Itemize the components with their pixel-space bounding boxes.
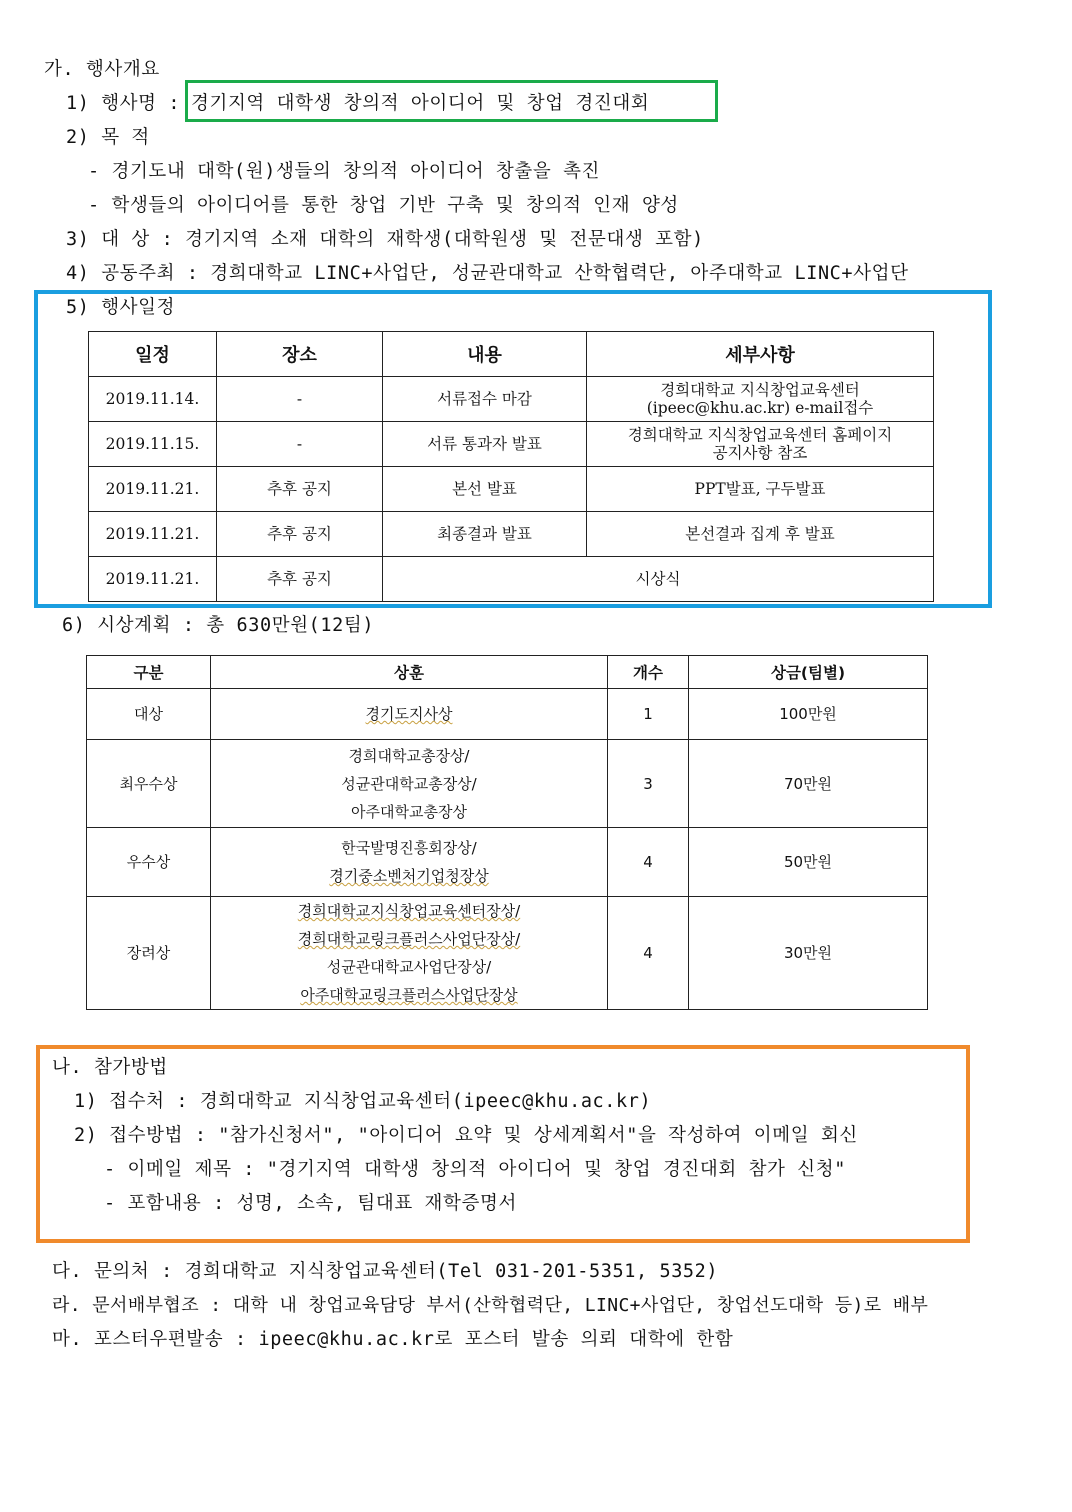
date-cell: 2019.11.14.	[89, 377, 217, 422]
place-cell: 추후 공지	[217, 467, 383, 512]
header-category: 구분	[87, 656, 211, 689]
content-cell: 본선 발표	[383, 467, 587, 512]
purpose-bullet-2: - 학생들의 아이디어를 통한 창업 기반 구축 및 창의적 인재 양성	[88, 195, 679, 216]
event-name-label: 1) 행사명 :	[66, 93, 181, 114]
event-name-highlight-box	[185, 80, 718, 122]
prize-cell: 70만원	[689, 740, 928, 828]
header-prize: 상금(팀별)	[689, 656, 928, 689]
purpose-bullet-1: - 경기도내 대학(원)생들의 창의적 아이디어 창출을 촉진	[88, 161, 601, 182]
award-cell	[211, 740, 608, 828]
category-cell: 최우수상	[87, 740, 211, 828]
contents-line: - 포함내용 : 성명, 소속, 팀대표 재학증명서	[104, 1193, 517, 1214]
cohost-line: 4) 공동주최 : 경희대학교 LINC+사업단, 성균관대학교 산학협력단, 아주대학교 LINC+사업단	[66, 263, 909, 284]
count-cell: 1	[608, 689, 689, 740]
award-line: 경희대학교지식창업교육센터장상/	[297, 902, 521, 920]
award-cell	[211, 828, 608, 897]
table-row	[87, 897, 928, 1010]
header-place: 장소	[217, 332, 383, 377]
header-count: 개수	[608, 656, 689, 689]
email-subject-line: - 이메일 제목 : "경기지역 대학생 창의적 아이디어 및 창업 경진대회 참가 신청"	[104, 1159, 846, 1180]
detail-cell	[587, 377, 934, 422]
award-plan-line: 6) 시상계획 : 총 630만원(12팀)	[62, 615, 375, 636]
contact-line: 다. 문의처 : 경희대학교 지식창업교육센터(Tel 031-201-5351, 5352)	[52, 1261, 719, 1282]
schedule-table	[88, 331, 934, 602]
detail-line: 경희대학교 지식창업교육센터 홈페이지	[627, 426, 893, 444]
award-line: 경희대학교총장상/	[348, 746, 470, 765]
prize-cell: 30만원	[689, 897, 928, 1010]
table-row	[87, 828, 928, 897]
category-cell: 장려상	[87, 897, 211, 1010]
place-cell: 추후 공지	[217, 512, 383, 557]
award-line: 성균관대학교사업단장상/	[326, 958, 492, 976]
distribution-line: 라. 문서배부협조 : 대학 내 창업교육담당 부서(산학협력단, LINC+사업단, 창업선도대학 등)로 배부	[52, 1295, 929, 1316]
count-cell: 4	[608, 897, 689, 1010]
header-detail: 세부사항	[587, 332, 934, 377]
award-cell	[211, 689, 608, 740]
method-line: 2) 접수방법 : "참가신청서", "아이디어 요약 및 상세계획서"을 작성하여 이메일 회신	[74, 1125, 858, 1146]
detail-cell	[587, 422, 934, 467]
award-line: 아주대학교링크플러스사업단장상	[300, 986, 518, 1004]
target-line: 3) 대 상 : 경기지역 소재 대학의 재학생(대학원생 및 전문대생 포함)	[66, 229, 704, 250]
content-cell: 서류접수 마감	[383, 377, 587, 422]
place-cell: 추후 공지	[217, 557, 383, 602]
award-line: 성균관대학교총장상/	[341, 774, 477, 793]
place-cell: -	[217, 422, 383, 467]
award-line: 경기중소벤처기업청장상	[329, 867, 489, 885]
table-row	[89, 422, 934, 467]
event-name-value: 경기지역 대학생 창의적 아이디어 및 창업 경진대회	[191, 93, 650, 114]
section-na-heading: 나. 참가방법	[52, 1057, 168, 1078]
detail-line: (ipeec@khu.ac.kr) e-mail접수	[646, 399, 874, 417]
prize-cell: 50만원	[689, 828, 928, 897]
prize-cell: 100만원	[689, 689, 928, 740]
award-cell	[211, 897, 608, 1010]
date-cell: 2019.11.21.	[89, 557, 217, 602]
poster-line: 마. 포스터우편발송 : ipeec@khu.ac.kr로 포스터 발송 의뢰 대학에 한함	[52, 1329, 734, 1350]
award-line: 경기도지사상	[365, 705, 453, 723]
table-row	[89, 467, 934, 512]
section-ga-heading: 가. 행사개요	[44, 59, 160, 80]
detail-line: 경희대학교 지식창업교육센터	[660, 381, 860, 399]
detail-line: 공지사항 참조	[712, 444, 808, 462]
table-row	[87, 689, 928, 740]
table-row	[89, 557, 934, 602]
detail-cell: PPT발표, 구두발표	[587, 467, 934, 512]
date-cell: 2019.11.21.	[89, 512, 217, 557]
header-award: 상훈	[211, 656, 608, 689]
content-cell: 서류 통과자 발표	[383, 422, 587, 467]
date-cell: 2019.11.15.	[89, 422, 217, 467]
award-line: 경희대학교링크플러스사업단장상/	[297, 930, 521, 948]
purpose-label: 2) 목 적	[66, 127, 150, 148]
header-date: 일정	[89, 332, 217, 377]
table-header-row	[87, 656, 928, 689]
table-row	[87, 740, 928, 828]
count-cell: 3	[608, 740, 689, 828]
award-line: 아주대학교총장상	[351, 802, 467, 821]
detail-cell: 본선결과 집계 후 발표	[587, 512, 934, 557]
content-cell: 최종결과 발표	[383, 512, 587, 557]
content-cell: 시상식	[383, 557, 934, 602]
award-table	[86, 655, 928, 1010]
count-cell: 4	[608, 828, 689, 897]
reception-line: 1) 접수처 : 경희대학교 지식창업교육센터(ipeec@khu.ac.kr)	[74, 1091, 652, 1112]
table-row	[89, 512, 934, 557]
schedule-label: 5) 행사일정	[66, 297, 176, 318]
category-cell: 대상	[87, 689, 211, 740]
header-content: 내용	[383, 332, 587, 377]
table-row	[89, 377, 934, 422]
place-cell: -	[217, 377, 383, 422]
category-cell: 우수상	[87, 828, 211, 897]
table-header-row	[89, 332, 934, 377]
award-line: 한국발명진흥회장상/	[341, 839, 477, 857]
date-cell: 2019.11.21.	[89, 467, 217, 512]
